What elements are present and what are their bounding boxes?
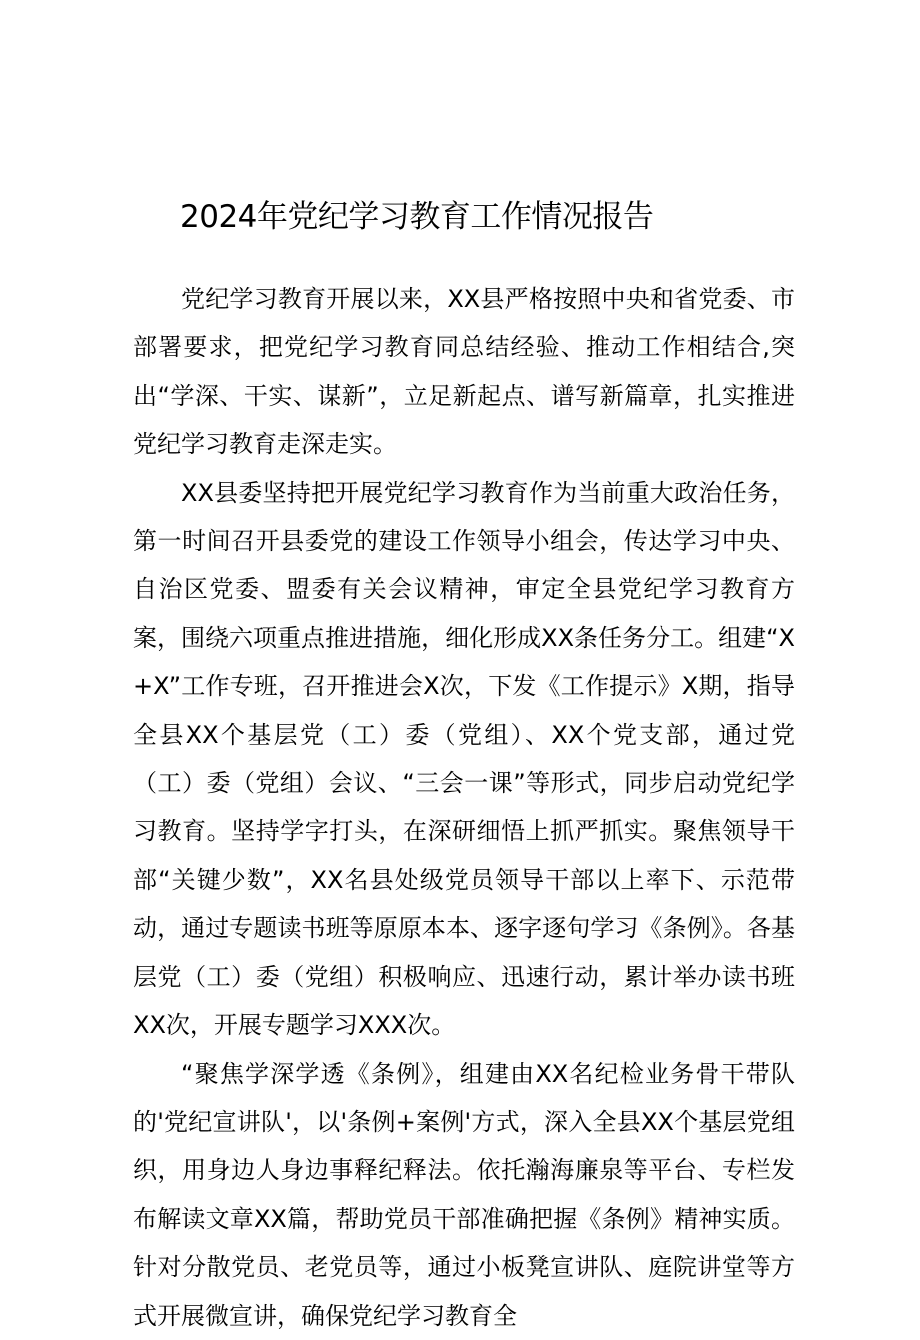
paragraph-2: XX县委坚持把开展党纪学习教育作为当前重大政治任务，第一时间召开县委党的建设工作领导小组会，传达学习中央、自治区党委、盟委有关会议精神，审定全县党纪学习教育方案，围绕六项重点推进措施，细化形成XX条任务分工。组建“X+X”工作专班，召开推进会X次，下发《工作提示》X期，指导全县XX个基层党（工）委（党组）、XX个党支部，通过党（工）委（党组）会议、“三会一课”等形式，同步启动党纪学习教育。坚持学字打头，在深研细悟上抓严抓实。聚焦领导干部“关键少数”，XX名县处级党员领导干部以上率下、示范带动，通过专题读书班等原原本本、逐字逐句学习《条例》。各基层党（工）委（党组）积极响应、迅速行动，累计举办读书班XX次，开展专题学习XXX次。 (133, 478, 795, 1040)
paragraph-3: “聚焦学深学透《条例》，组建由XX名纪检业务骨干带队的'党纪宣讲队'，以'条例+案例'方式，深入全县XX个基层党组织，用身边人身边事释纪释法。依托瀚海廉泉等平台、专栏发布解读文章XX篇，帮助党员干部准确把握《条例》精神实质。针对分散党员、老党员等，通过小板凳宣讲队、庭院讲堂等方式开展微宣讲，确保党纪学习教育全 (133, 1059, 795, 1330)
paragraph-1: 党纪学习教育开展以来，XX县严格按照中央和省党委、市部署要求，把党纪学习教育同总结经验、推动工作相结合,突出“学深、干实、谋新”，立足新起点、谱写新篇章，扎实推进党纪学习教育走深走实。 (133, 285, 795, 459)
document-title: 2024年党纪学习教育工作情况报告 (180, 198, 654, 235)
document-body (133, 275, 795, 1340)
